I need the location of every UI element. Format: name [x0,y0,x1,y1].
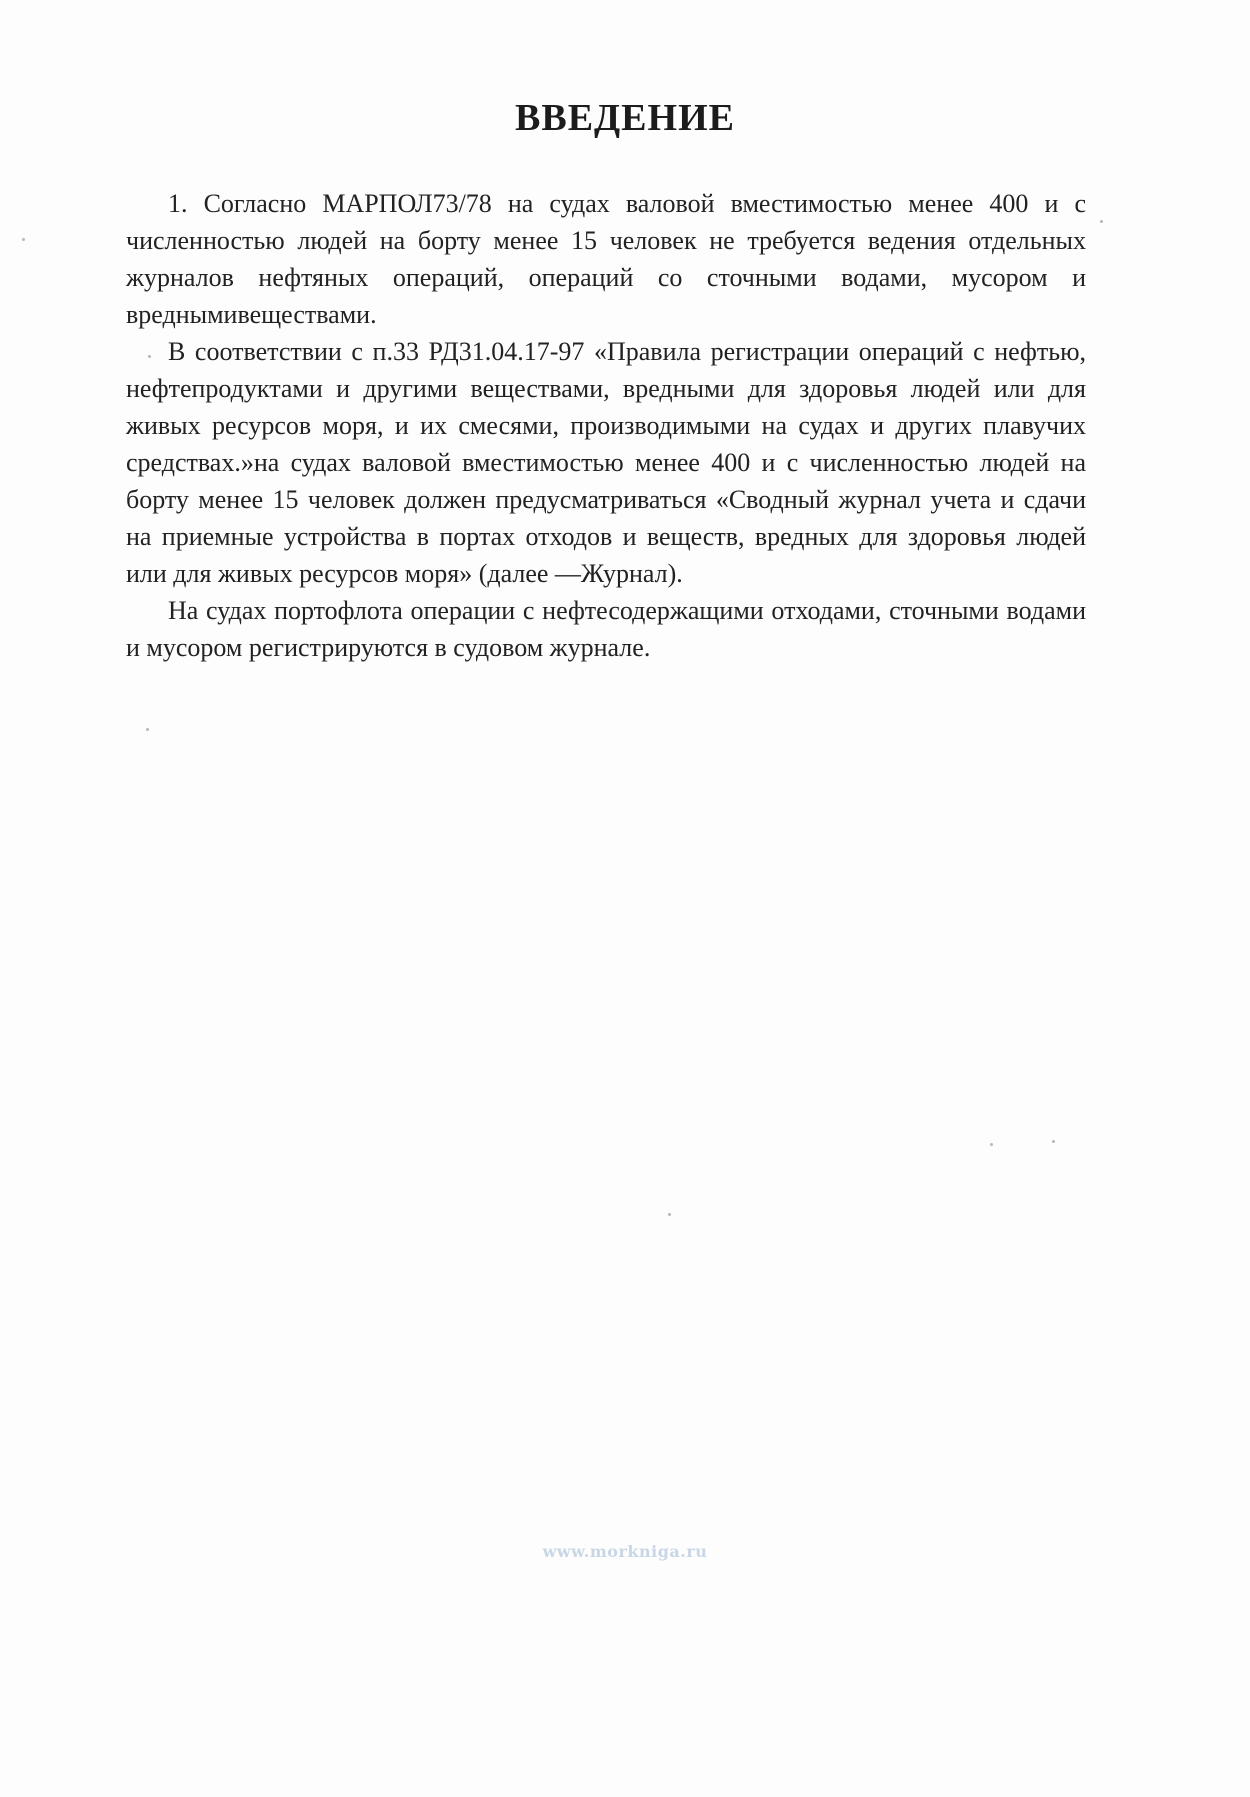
paragraph-2: В соответствии с п.33 РД31.04.17-97 «Правила регистрации операций с нефтью, нефтепродуктами и другими веществами, вредными для здоровья людей или для живых ресурсов моря, и их смесями, производимыми на судах и других плавучих средствах.»на судах валовой вместимостью менее 400 и с численностью людей на борту менее 15 человек должен предусматриваться «Сводный журнал учета и сдачи на приемные устройства в портах отходов и веществ, вредных для здоровья людей или для живых ресурсов моря» (далее —Журнал). [126,337,1086,588]
document-body [126,185,1086,666]
scan-speck [1052,1140,1055,1143]
page-title: ВВЕДЕНИЕ [515,97,735,139]
watermark-url: www.morkniga.ru [542,1542,708,1561]
scan-speck [668,1213,671,1216]
scan-speck [1100,220,1103,223]
scan-speck [146,728,149,731]
scan-speck [990,1143,993,1146]
paragraph-1: 1. Согласно МАРПОЛ73/78 на судах валовой вместимостью менее 400 и с численностью людей на борту менее 15 человек не требуется ведения отдельных журналов нефтяных операций, операций со сточными водами, мусором и вреднымивеществами. [126,189,1086,329]
paragraph-3: На судах портофлота операции с нефтесодержащими отходами, сточными водами и мусором регистрируются в судовом журнале. [126,596,1086,662]
scan-speck [148,355,151,358]
scan-speck [22,238,25,241]
